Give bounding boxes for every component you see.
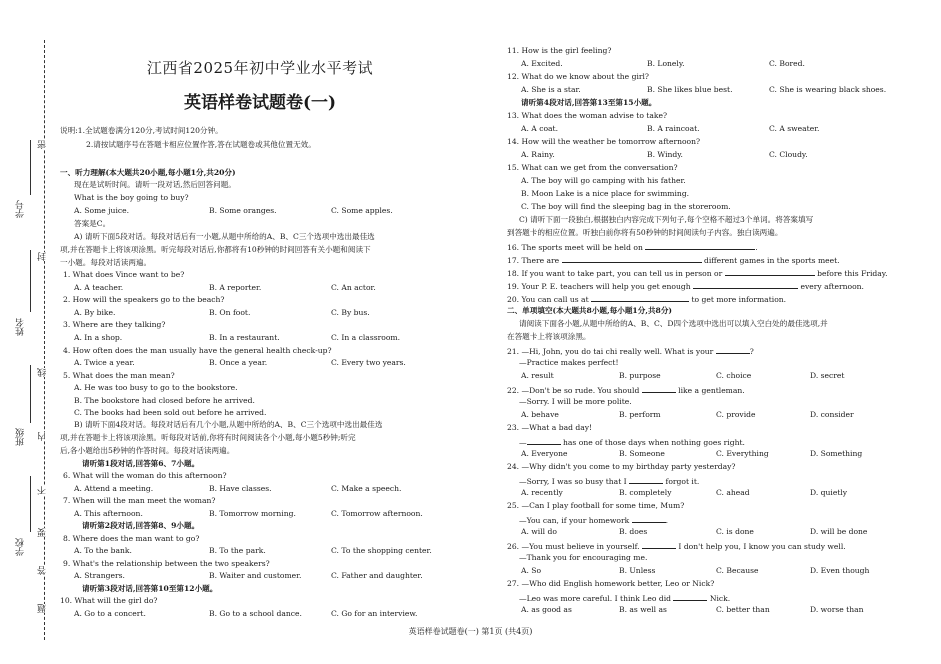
option: D. Even though: [810, 566, 870, 575]
part-instruction: C) 请听下面一段独白,根据独白内容完成下列句子,每个空格不超过3个单词。将答案填写: [519, 215, 814, 224]
student-id-blank[interactable]: [30, 140, 31, 195]
option: B. as well as: [619, 605, 667, 614]
fill-text: 20. You can call us at: [507, 295, 589, 304]
sub-instruction: 请听第2段对话,回答第8、9小题。: [82, 521, 200, 530]
section-intro: 现在是试听时间。请听一段对话,然后回答问题。: [74, 180, 236, 189]
page-footer: 英语样卷试题卷(一) 第1页 (共4页): [408, 627, 533, 636]
option: B. does: [619, 527, 648, 536]
mc-text: Nick.: [709, 594, 731, 603]
mc-text: —Sorry, I was so busy that I: [519, 477, 627, 486]
option: A. A teacher.: [74, 283, 124, 292]
option: C. is done: [716, 527, 754, 536]
option: A. Twice a year.: [74, 358, 135, 367]
section-intro: 请阅读下面各小题,从题中所给的A、B、C、D四个选项中选出可以填入空白处的最佳选项,并: [519, 319, 828, 328]
option: C. better than: [716, 605, 770, 614]
mc-text: —: [519, 438, 527, 447]
section-heading: 一、听力理解(本大题共20小题,每小题1分,共20分): [60, 168, 236, 177]
option: B. Tomorrow morning.: [209, 509, 296, 518]
mc-text: —Leo was more careful. I think Leo did: [519, 594, 671, 603]
option: C. By bus.: [331, 308, 370, 317]
option: A. This afternoon.: [74, 509, 143, 518]
name-blank[interactable]: [30, 250, 31, 312]
class-blank[interactable]: [30, 365, 31, 423]
option: B. To the park.: [209, 546, 266, 555]
option: B. The bookstore had closed before he arrived.: [74, 396, 255, 405]
answer-blank[interactable]: [527, 436, 561, 445]
option: C. Everything: [716, 449, 769, 458]
answer-blank[interactable]: [562, 254, 702, 263]
option: C. ahead: [716, 488, 750, 497]
seal-word: 不: [38, 486, 48, 495]
answer-blank[interactable]: [725, 267, 815, 276]
sub-instruction: 请听第1段对话,回答第6、7小题。: [82, 459, 200, 468]
name-label: 姓名: [16, 318, 26, 336]
option: A. A coat.: [521, 124, 559, 133]
mc-line: [519, 514, 668, 527]
part-instruction: 一小题。每段对话读两遍。: [60, 258, 152, 267]
seal-word: 要: [38, 528, 48, 537]
seal-dashed-line: [44, 40, 45, 640]
option: C. Every two years.: [331, 358, 406, 367]
question: 8. Where does the man want to go?: [63, 534, 200, 543]
mc-text: 22. —Don't be so rude. You should: [507, 386, 640, 395]
seal-word: 封: [38, 252, 48, 261]
option: B. In a restaurant.: [209, 333, 280, 342]
mc-text: 21. —Hi, John, you do tai chi really well. What is your: [507, 347, 714, 356]
option: C. provide: [716, 410, 756, 419]
part-instruction: 到答题卡的相应位置。听独白前你将有50秒钟的时间阅读句子内容。独白读两遍。: [507, 228, 783, 237]
sub-instruction: 请听第3段对话,回答第10至第12小题。: [82, 584, 218, 593]
mc-text: like a gentleman.: [678, 386, 745, 395]
fill-text: 16. The sports meet will be held on: [507, 243, 643, 252]
fill-text: different games in the sports meet.: [703, 256, 840, 265]
part-instruction: 项,并在答题卡上将该项涂黑。听完每段对话后,你都将有10秒钟的时间回答有关小题和阅读下: [60, 245, 371, 254]
answer-blank[interactable]: [629, 475, 663, 484]
question: 4. How often does the man usually have the general health check-up?: [63, 346, 332, 355]
option: B. Go to a school dance.: [209, 609, 302, 618]
mc-question: [507, 384, 745, 397]
option: C. In a classroom.: [331, 333, 401, 342]
option: C. An actor.: [331, 283, 376, 292]
option: B. On foot.: [209, 308, 251, 317]
question: 1. What does Vince want to be?: [63, 270, 185, 279]
question: 6. What will the woman do this afternoon?: [63, 471, 227, 480]
option: B. Have classes.: [209, 484, 272, 493]
answer-blank[interactable]: [673, 592, 707, 601]
option: A. recently: [521, 488, 563, 497]
option: B. completely: [619, 488, 672, 497]
seal-word: 内: [38, 432, 48, 441]
option: C. To the shopping center.: [331, 546, 432, 555]
example-option: C. Some apples.: [331, 206, 393, 215]
part-instruction: 后,各小题给出5秒钟的作答时间。每段对话读两遍。: [60, 446, 235, 455]
mc-question: 23. —What a bad day!: [507, 423, 593, 432]
option: D. Something: [810, 449, 863, 458]
example-option: B. Some oranges.: [209, 206, 277, 215]
fill-question: [507, 267, 887, 280]
mc-text: .: [665, 516, 669, 525]
option: A. The boy will go camping with his father.: [521, 176, 686, 185]
answer-blank[interactable]: [693, 280, 798, 289]
instructions-line: 2.请按试题序号在答题卡相应位置作答,答在试题卷或其他位置无效。: [86, 140, 316, 149]
option: C. Tomorrow afternoon.: [331, 509, 423, 518]
option: C. Father and daughter.: [331, 571, 423, 580]
mc-question: 24. —Why didn't you come to my birthday party yesterday?: [507, 462, 736, 471]
mc-text: —You can, if your homework: [519, 516, 630, 525]
mc-question: [507, 345, 754, 358]
mc-line: [519, 436, 745, 449]
question: 5. What does the man mean?: [63, 371, 175, 380]
mc-question: [507, 540, 846, 553]
question: 11. How is the girl feeling?: [507, 46, 612, 55]
fill-question: [507, 293, 786, 306]
fill-question: [507, 254, 840, 267]
seal-word: 答: [38, 566, 48, 575]
option: B. Windy.: [647, 150, 683, 159]
option: A. result: [521, 371, 554, 380]
answer-blank[interactable]: [591, 293, 689, 302]
option: D. quietly: [810, 488, 848, 497]
option: A. as good as: [521, 605, 572, 614]
fill-text: before this Friday.: [817, 269, 888, 278]
binding-margin: [0, 0, 52, 664]
mc-line: —Sorry. I will be more polite.: [519, 397, 632, 406]
option: B. She likes blue best.: [647, 85, 733, 94]
option: D. worse than: [810, 605, 864, 614]
option: C. Go for an interview.: [331, 609, 418, 618]
option: C. A sweater.: [769, 124, 820, 133]
option: C. Because: [716, 566, 759, 575]
mc-question: 25. —Can I play football for some time, Mum?: [507, 501, 685, 510]
option: B. A raincoat.: [647, 124, 700, 133]
seal-word: 密: [38, 140, 48, 149]
mc-question: 27. —Who did English homework better, Leo or Nick?: [507, 579, 715, 588]
example-question: What is the boy going to buy?: [74, 193, 189, 202]
fill-text: 18. If you want to take part, you can tell us in person or: [507, 269, 723, 278]
question: 13. What does the woman advise to take?: [507, 111, 668, 120]
mc-line: [519, 475, 699, 488]
part-instruction: 项,并在答题卡上将该项涂黑。听每段对话前,你将有时间阅读各个小题,每小题5秒钟;听完: [60, 433, 356, 442]
option: C. The boy will find the sleeping bag in the storeroom.: [521, 202, 731, 211]
mc-text: ?: [749, 347, 754, 356]
option: A. Strangers.: [74, 571, 125, 580]
question: 3. Where are they talking?: [63, 320, 166, 329]
sub-instruction: 请听第4段对话,回答第13至第15小题。: [521, 98, 657, 107]
option: C. Bored.: [769, 59, 805, 68]
school-blank[interactable]: [30, 476, 31, 532]
answer-blank[interactable]: [642, 540, 676, 549]
option: B. Once a year.: [209, 358, 268, 367]
question: 14. How will the weather be tomorrow afternoon?: [507, 137, 701, 146]
question: 2. How will the speakers go to the beach?: [63, 295, 225, 304]
option: A. Everyone: [521, 449, 568, 458]
question: 15. What can we get from the conversation?: [507, 163, 678, 172]
option: B. Someone: [619, 449, 665, 458]
option: A. Rainy.: [521, 150, 555, 159]
example-answer: 答案是C。: [74, 219, 111, 228]
section-intro: 在答题卡上将该项涂黑。: [507, 332, 591, 341]
option: D. secret: [810, 371, 845, 380]
fill-text: every afternoon.: [800, 282, 864, 291]
instructions-line: 说明:1.全试题卷满分120分,考试时间120分钟。: [60, 126, 223, 135]
seal-word: 线: [38, 368, 48, 377]
question: 9. What's the relationship between the two speakers?: [63, 559, 270, 568]
student-id-label: 学号: [16, 200, 26, 218]
option: B. Moon Lake is a nice place for swimming.: [521, 189, 690, 198]
mc-text: has one of those days when nothing goes right.: [563, 438, 745, 447]
option: B. perform: [619, 410, 661, 419]
option: A. So: [521, 566, 542, 575]
fill-question: [507, 280, 864, 293]
option: A. By bike.: [74, 308, 116, 317]
fill-text: to get more information.: [691, 295, 787, 304]
option: A. behave: [521, 410, 559, 419]
question: 7. When will the man meet the woman?: [63, 496, 216, 505]
option: B. Unless: [619, 566, 656, 575]
option: B. purpose: [619, 371, 661, 380]
option: B. A reporter.: [209, 283, 262, 292]
fill-text: 19. Your P. E. teachers will help you get enough: [507, 282, 691, 291]
option: B. Lonely.: [647, 59, 685, 68]
exam-title: 江西省2025年初中学业水平考试: [146, 59, 374, 77]
answer-blank[interactable]: [642, 384, 676, 393]
option: B. Waiter and customer.: [209, 571, 302, 580]
answer-blank[interactable]: [716, 345, 750, 354]
section-heading: 二、单项填空(本大题共8小题,每小题1分,共8分): [507, 306, 673, 315]
option: C. She is wearing black shoes.: [769, 85, 887, 94]
option: A. Attend a meeting.: [74, 484, 154, 493]
question: 10. What will the girl do?: [60, 596, 158, 605]
example-option: A. Some juice.: [74, 206, 130, 215]
mc-line: —Thank you for encouraging me.: [519, 553, 648, 562]
option: A. will do: [521, 527, 557, 536]
fill-text: .: [755, 243, 758, 252]
option: A. Go to a concert.: [74, 609, 146, 618]
mc-line: —Practice makes perfect!: [519, 358, 619, 367]
option: C. Cloudy.: [769, 150, 808, 159]
answer-blank[interactable]: [632, 514, 669, 525]
option: A. In a shop.: [74, 333, 123, 342]
option: A. To the bank.: [74, 546, 132, 555]
fill-text: 17. There are: [507, 256, 560, 265]
option: C. The books had been sold out before he arrived.: [74, 408, 267, 417]
option: D. will be done: [810, 527, 868, 536]
answer-blank[interactable]: [645, 241, 758, 252]
school-label: 学校: [16, 538, 26, 556]
seal-word: 题: [38, 604, 48, 613]
option: A. She is a star.: [521, 85, 581, 94]
question: 12. What do we know about the girl?: [507, 72, 649, 81]
paper-title: 英语样卷试题卷(一): [183, 93, 337, 113]
mc-line: [519, 592, 730, 605]
class-label: 班级: [16, 428, 26, 446]
part-instruction: B) 请听下面4段对话。每段对话后有几个小题,从题中所给的A、B、C三个选项中选出最佳选: [74, 420, 383, 429]
option: C. choice: [716, 371, 752, 380]
mc-text: forgot it.: [665, 477, 700, 486]
option: A. Excited.: [521, 59, 563, 68]
mc-text: 26. —You must believe in yourself.: [507, 542, 640, 551]
fill-question: [507, 241, 758, 254]
mc-text: I don't help you, I know you can study well.: [678, 542, 846, 551]
part-instruction: A) 请听下面5段对话。每段对话后有一小题,从题中所给的A、B、C三个选项中选出最佳选: [74, 232, 375, 241]
option: C. Make a speech.: [331, 484, 402, 493]
option: A. He was too busy to go to the bookstore.: [74, 383, 238, 392]
option: D. consider: [810, 410, 854, 419]
